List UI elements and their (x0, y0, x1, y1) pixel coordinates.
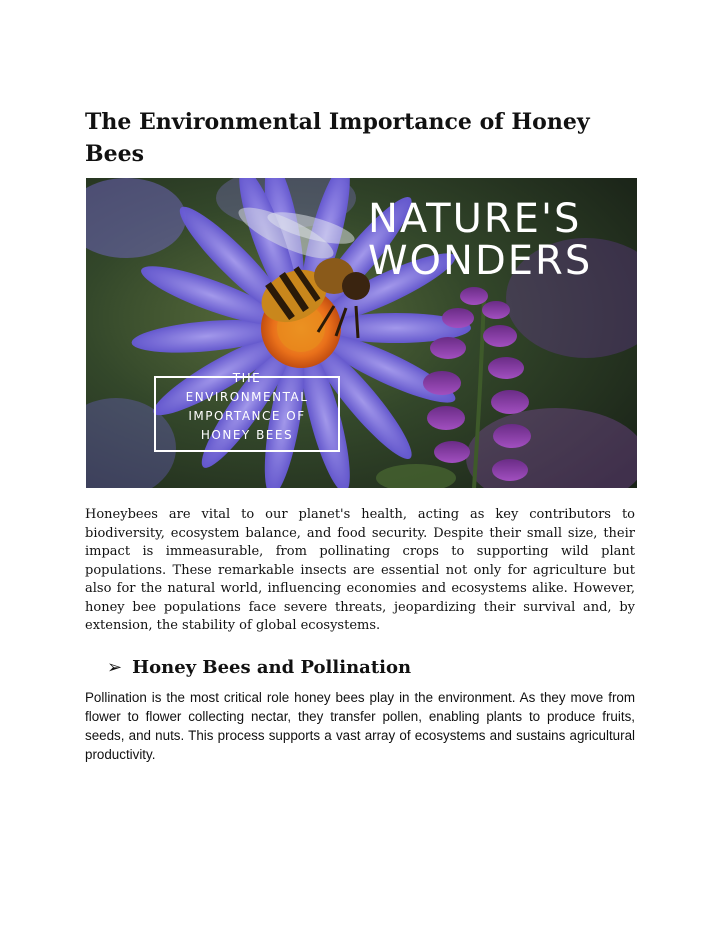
section-paragraph: Pollination is the most critical role honey bees play in the environment. As they move from flower to flower collecting nectar, they transfer pollen, enabling plants to produce fruits, seeds, and nuts. This process supports a vast array of ecosystems and sustains agricultural productivity. (85, 690, 635, 762)
hero-headline-line2: WONDERS (368, 238, 593, 284)
hero-caption-line2: ENVIRONMENTAL (185, 390, 309, 404)
hero-caption-line4: HONEY BEES (200, 428, 294, 442)
hero-caption (164, 369, 330, 445)
document-title: The Environmental Importance of Honey Bees (85, 109, 590, 167)
hero-headline (368, 198, 628, 282)
hero-caption-line1: THE (232, 371, 262, 385)
intro-paragraph: Honeybees are vital to our planet's health, acting as key contributors to biodiversity, ecosystem balance, and food security. Despite their small size, their impact is immeasurable, from pollinating crops to supporting wild plant populations. These remarkable insects are essential not only for agriculture but also for the natural world, influencing economies and ecosystems alike. However, honey bee populations face severe threats, jeopardizing their survival and, by extension, the stability of global ecosystems. (85, 507, 635, 633)
section-heading (107, 655, 627, 681)
hero-caption-line3: IMPORTANCE OF (188, 409, 306, 423)
hero-headline-line1: NATURE'S (368, 196, 582, 242)
section-heading-text: Honey Bees and Pollination (132, 657, 412, 678)
bullet-arrow-icon: ➢ (107, 657, 123, 678)
hero-image (86, 178, 637, 488)
